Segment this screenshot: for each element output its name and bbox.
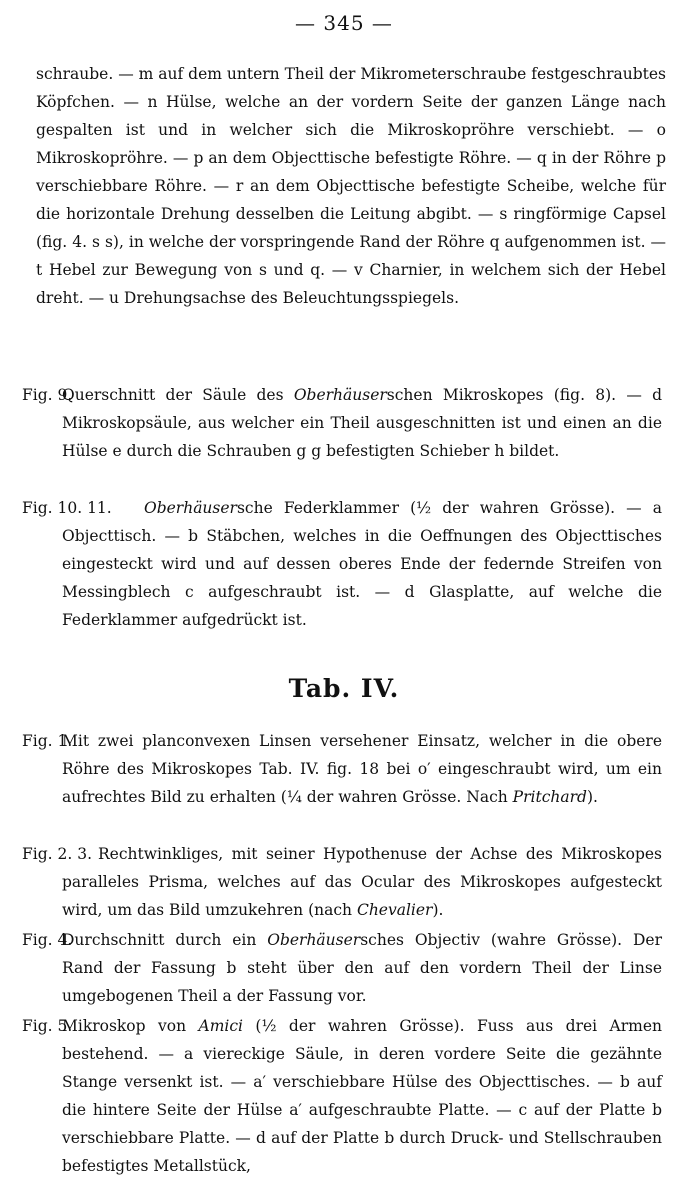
fig-2-3-entry [22,840,662,924]
author-name: Oberhäuser [293,386,387,404]
fig-5-entry [22,1012,662,1180]
fig-10-11-label: Fig. 10. 11. [22,499,112,517]
author-name: Oberhäuser [144,499,237,517]
fig-1-label: Fig. 1. [22,732,73,750]
fig-1-entry [22,727,662,811]
fig-9-label: Fig. 9. [22,386,73,404]
fig-4-label: Fig. 4. [22,931,73,949]
fig-5-label: Fig. 5. [22,1017,73,1035]
continuation-paragraph [36,60,666,312]
author-name: Chevalier [356,901,433,919]
fig-2-3-label: Fig. 2. 3. [22,845,92,863]
fig-10-11-entry [22,494,662,634]
author-name: Amici [198,1017,243,1035]
page-number: — 345 — [295,11,393,35]
author-name: Oberhäuser [267,931,361,949]
fig-10-11-text: Oberhäusersche Federklammer (½ der wahren Grösse). — a Objecttisch. — b Stäbchen, welches in die Oeffnungen des Objecttisches eingesteckt wird und auf dessen oberes Ende der federnde Streifen von Messingblech c aufgeschraubt ist. — d Glasplatte, auf welche die Federklammer aufgedrückt ist. [62,499,662,629]
fig-4-text: Durchschnitt durch ein Oberhäusersches Objectiv (wahre Grösse). Der Rand der Fassung b steht über den auf den vordern Theil der Linse umgebogenen Theil a der Fassung vor. [62,931,663,1005]
fig-5-text: Mikroskop von Amici (½ der wahren Grösse). Fuss aus drei Armen bestehend. — a viereckige Säule, in deren vordere Seite die gezähnte Stange versenkt ist. — a′ verschiebbare Hülse des Objecttisches. — b auf die hintere Seite der Hülse a′ aufgeschraubte Platte. — c auf der Platte b verschiebbare Platte. — d auf der Platte b durch Druck- und Stellschrauben befestigtes Metallstück, [62,1017,662,1175]
continuation-text: schraube. — m auf dem untern Theil der Mikrometerschraube festgeschraubtes Köpfchen. — n Hülse, welche an der vordern Seite der ganzen Länge nach gespalten ist und in welcher sich die Mikroskopröhre verschiebt. — o Mikroskopröhre. — p an dem Objecttische befestigte Röhre. — q in der Röhre p verschiebbare Röhre. — r an dem Objecttische befestigte Scheibe, welche für die horizontale Drehung desselben die Leitung abgibt. — s ringförmige Capsel (fig. 4. s s), in welche der vorspringende Rand der Röhre q aufgenommen ist. — t Hebel zur Bewegung von s und q. — v Charnier, in welchem sich der Hebel dreht. — u Drehungsachse des Beleuchtungsspiegels. [36,65,666,307]
fig-2-3-text: Rechtwinkliges, mit seiner Hypothenuse der Achse des Mikroskopes paralleles Prisma, welches auf das Ocular des Mikroskopes aufgesteckt wird, um das Bild umzukehren (nach Chevalier). [62,845,662,919]
fig-9-entry [22,381,662,465]
fig-1-text: Mit zwei planconvexen Linsen versehener Einsatz, welcher in die obere Röhre des Mikroskopes Tab. IV. fig. 18 bei o′ eingeschraubt wird, um ein aufrechtes Bild zu erhalten (¼ der wahren Grösse. Nach Pritchard). [62,732,662,806]
author-name: Pritchard [512,788,587,806]
fig-4-entry [22,926,662,1010]
fig-9-text: Querschnitt der Säule des Oberhäuserschen Mikroskopes (fig. 8). — d Mikroskopsäule, aus welcher ein Theil ausgeschnitten ist und einen an die Hülse e durch die Schrauben g g befestigten Schieber h bildet. [62,386,663,460]
section-heading: Tab. IV. [288,674,400,703]
